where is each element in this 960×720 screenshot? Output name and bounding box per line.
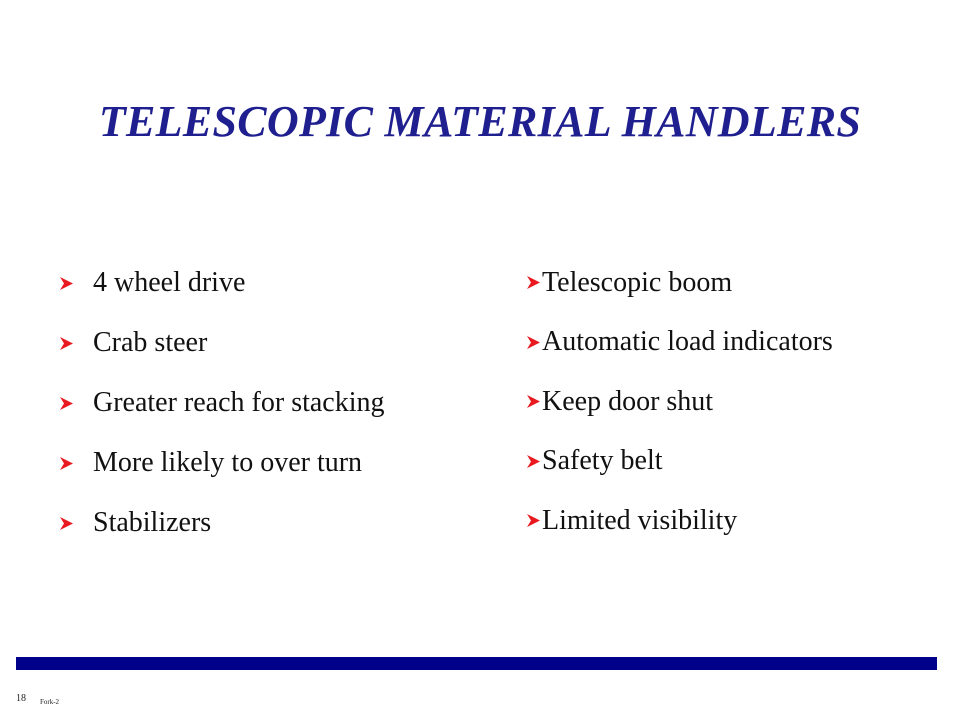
bullet-item xyxy=(525,253,833,313)
arrow-right-icon xyxy=(525,393,542,410)
footer-code: Fork-2 xyxy=(40,698,60,706)
slide-title: TELESCOPIC MATERIAL HANDLERS xyxy=(98,97,862,146)
bullet-item xyxy=(58,313,385,373)
bullet-text: Keep door shut xyxy=(542,385,714,417)
bullet-item xyxy=(525,432,833,492)
bullet-text: Stabilizers xyxy=(93,507,212,538)
bullet-text: 4 wheel drive xyxy=(93,267,246,298)
arrow-right-icon xyxy=(58,395,75,412)
right-bullet-list xyxy=(525,253,833,551)
bullet-item xyxy=(58,433,385,493)
bullet-item xyxy=(58,493,385,553)
arrow-right-icon xyxy=(58,335,75,352)
bullet-text: Automatic load indicators xyxy=(542,326,833,358)
arrow-right-icon xyxy=(525,274,542,291)
bullet-item xyxy=(58,253,385,313)
page-number: 18 xyxy=(16,693,26,704)
bullet-item xyxy=(525,491,833,551)
arrow-right-icon xyxy=(525,334,542,351)
arrow-right-icon xyxy=(525,512,542,529)
footer-bar xyxy=(16,657,937,670)
bullet-text: Crab steer xyxy=(93,327,208,358)
arrow-right-icon xyxy=(58,275,75,292)
bullet-text: Limited visibility xyxy=(542,504,738,536)
arrow-right-icon xyxy=(525,453,542,470)
bullet-item xyxy=(525,372,833,432)
bullet-text: Telescopic boom xyxy=(542,266,733,298)
left-bullet-list xyxy=(58,253,385,553)
bullet-item xyxy=(58,373,385,433)
arrow-right-icon xyxy=(58,455,75,472)
bullet-text: Safety belt xyxy=(542,445,663,477)
bullet-text: Greater reach for stacking xyxy=(93,387,385,418)
bullet-text: More likely to over turn xyxy=(93,447,363,478)
bullet-item xyxy=(525,313,833,373)
arrow-right-icon xyxy=(58,515,75,532)
